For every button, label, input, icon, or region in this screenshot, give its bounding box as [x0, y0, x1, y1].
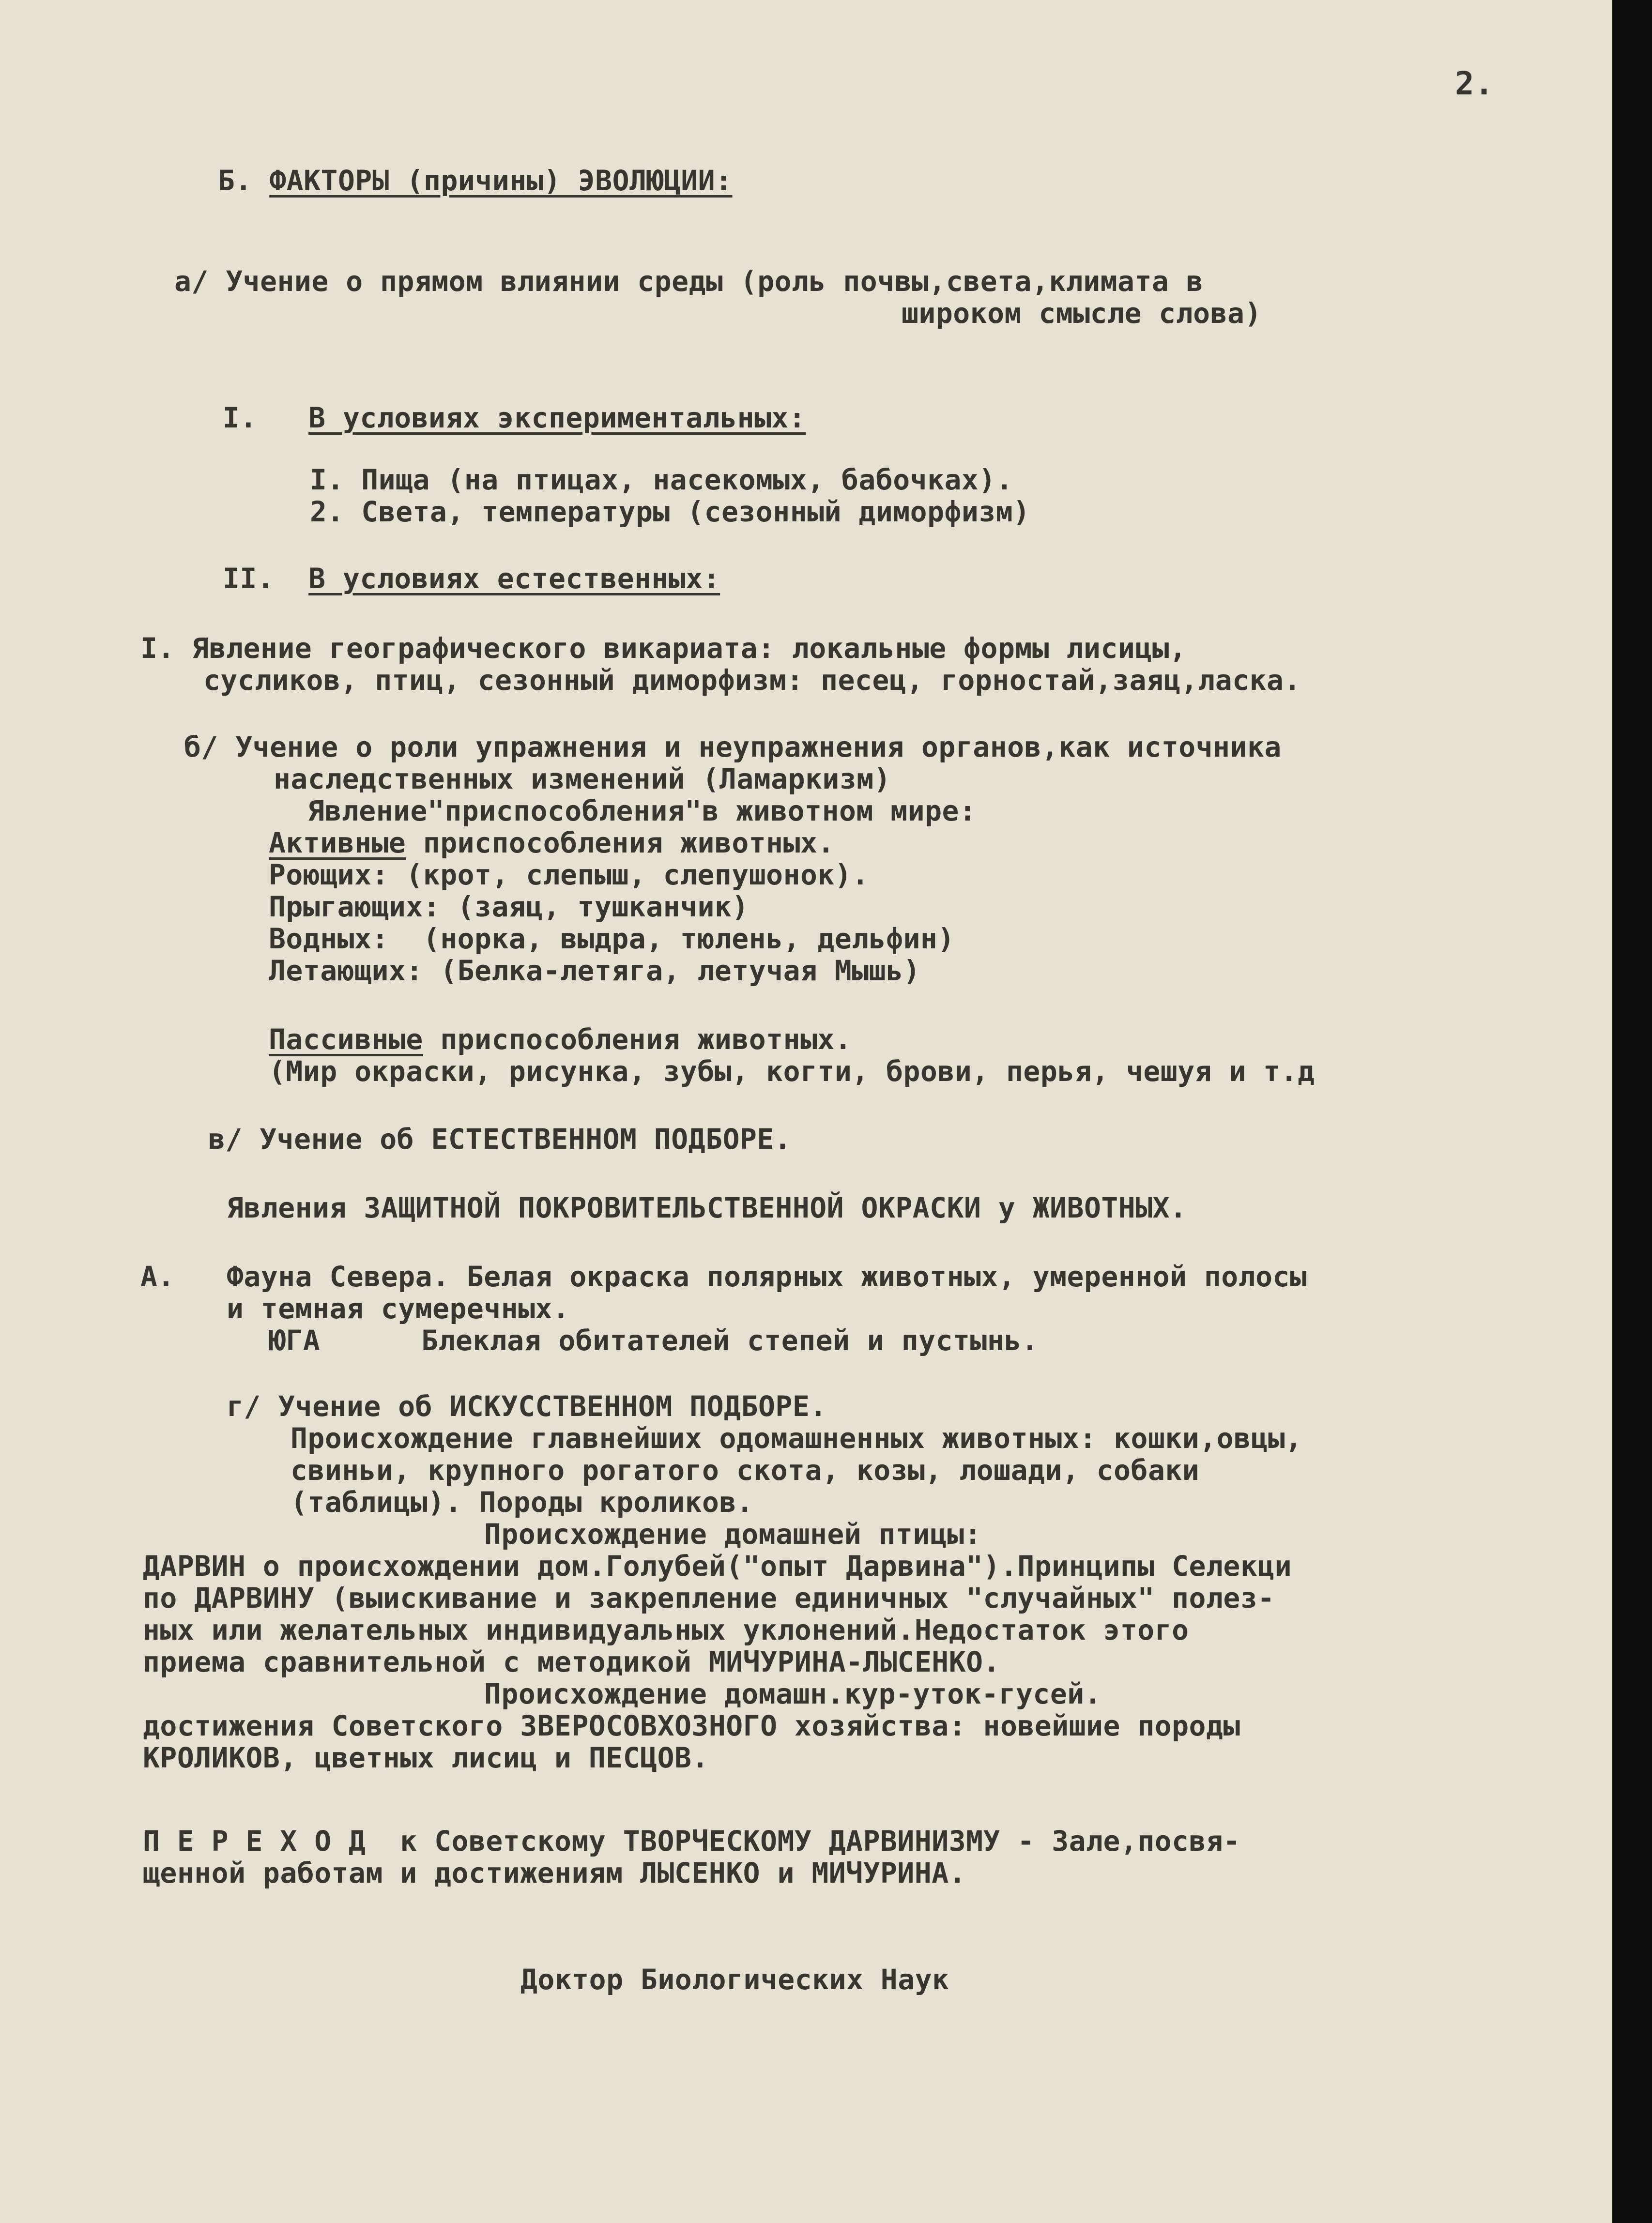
south-text: Блеклая обитателей степей и пустынь.: [421, 1324, 1039, 1357]
list-item: I. Пища (на птицах, насекомых, бабочках).: [310, 463, 1013, 496]
paragraph-line: по ДАРВИНУ (выискивание и закрепление единичных "случайных" полез-: [143, 1582, 1275, 1614]
subsection-natural: [223, 563, 720, 594]
paragraph-line: Происхождение главнейших одомашненных животных: кошки,овцы,: [291, 1422, 1302, 1455]
fauna-line: Фауна Севера. Белая окраска полярных животных, умеренной полосы: [227, 1260, 1307, 1293]
animal-line: Летающих: (Белка-летяга, летучая Мышь): [269, 954, 920, 987]
south-label: ЮГА: [269, 1324, 321, 1357]
active-adaptations: [269, 827, 835, 859]
subsection-experimental: [223, 402, 806, 434]
section-b-line-1: б/ Учение о роли упражнения и неупражнения органов,как источника: [184, 731, 1282, 763]
signature-line: Доктор Биологических Наук: [520, 1963, 949, 1996]
section-title: [218, 165, 733, 197]
section-title-text: ФАКТОРЫ (причины) ЭВОЛЮЦИИ:: [269, 164, 733, 197]
animal-line: Прыгающих: (заяц, тушканчик): [269, 890, 749, 923]
section-v-line-1: в/ Учение об ЕСТЕСТВЕННОМ ПОДБОРЕ.: [208, 1123, 792, 1156]
paragraph-line: свиньи, крупного рогатого скота, козы, лошади, собаки: [291, 1454, 1200, 1487]
paragraph-line: сусликов, птиц, сезонный диморфизм: песец, горностай,заяц,ласка.: [203, 664, 1301, 697]
paragraph-line: КРОЛИКОВ, цветных лисиц и ПЕСЦОВ.: [143, 1741, 709, 1774]
fauna-label: А.: [140, 1260, 175, 1293]
subsection-heading: В условиях естественных:: [308, 562, 720, 595]
roman-numeral: II.: [223, 562, 275, 595]
passive-adaptations: [269, 1023, 852, 1055]
section-a-line-2: широком смысле слова): [902, 297, 1262, 330]
page-number: 2.: [1455, 65, 1494, 102]
list-item: 2. Света, температуры (сезонный диморфизм): [310, 495, 1030, 528]
passive-word: Пассивные: [269, 1023, 423, 1056]
fauna-line: и темная сумеречных.: [227, 1292, 570, 1325]
section-b-line-2: наследственных изменений (Ламаркизм): [274, 762, 891, 795]
section-g-line-1: г/ Учение об ИСКУССТВЕННОМ ПОДБОРЕ.: [227, 1390, 827, 1423]
subheading: Происхождение домашн.кур-уток-гусей.: [484, 1677, 1102, 1710]
paragraph-line: ДАРВИН о происхождении дом.Голубей("опыт Дарвина").Принципы Селекци: [143, 1550, 1292, 1583]
paragraph-line: I. Явление географического викариата: локальные формы лисицы,: [140, 632, 1187, 665]
roman-numeral: I.: [223, 401, 257, 434]
animal-line: Водных: (норка, выдра, тюлень, дельфин): [269, 922, 955, 955]
transition-line: П Е Р Е Х О Д к Советскому ТВОРЧЕСКОМУ ДАРВИНИЗМУ - Зале,посвя-: [143, 1825, 1240, 1858]
passive-detail: (Мир окраски, рисунка, зубы, когти, брови, перья, чешуя и т.д: [269, 1055, 1315, 1088]
paragraph-line: достижения Советского ЗВЕРОСОВХОЗНОГО хозяйства: новейшие породы: [143, 1709, 1240, 1742]
paragraph-line: (таблицы). Породы кроликов.: [291, 1486, 754, 1519]
animal-line: Роющих: (крот, слепыш, слепушонок).: [269, 858, 869, 891]
active-rest: приспособления животных.: [406, 826, 835, 859]
subheading: Происхождение домашней птицы:: [484, 1518, 982, 1551]
section-a-line-1: а/ Учение о прямом влиянии среды (роль почвы,света,климата в: [174, 265, 1204, 298]
passive-rest: приспособления животных.: [423, 1023, 852, 1056]
transition-line: щенной работам и достижениям ЛЫСЕНКО и МИЧУРИНА.: [143, 1857, 966, 1889]
section-letter: Б.: [218, 164, 252, 197]
paragraph-line: приема сравнительной с методикой МИЧУРИНА-ЛЫСЕНКО.: [143, 1645, 1000, 1678]
subsection-heading: В условиях экспериментальных:: [308, 401, 806, 434]
section-b-line-3: Явление"приспособления"в животном мире:: [307, 794, 977, 827]
section-v-line-2: Явления ЗАЩИТНОЙ ПОКРОВИТЕЛЬСТВЕННОЙ ОКРАСКИ у ЖИВОТНЫХ.: [227, 1191, 1187, 1224]
paragraph-line: ных или желательных индивидуальных уклонений.Недостаток этого: [143, 1614, 1189, 1646]
active-word: Активные: [269, 826, 406, 859]
